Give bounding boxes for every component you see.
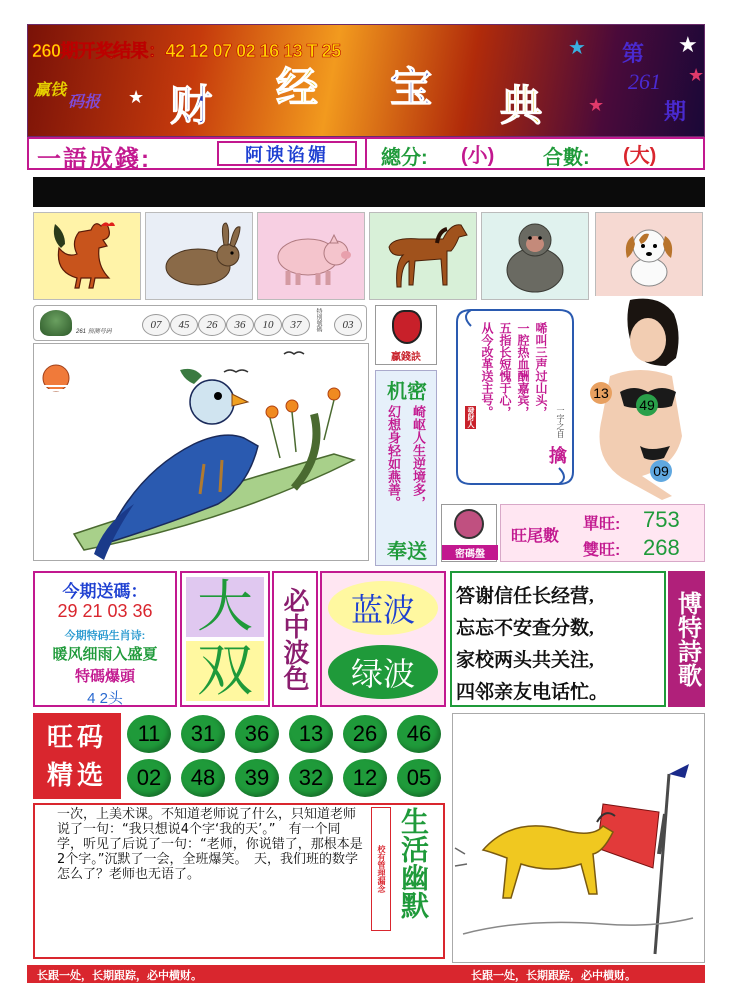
send-poem: 暖风细雨入盛夏 — [52, 646, 158, 663]
issue-prefix: 第 — [622, 41, 645, 66]
star-icon: ★ — [678, 33, 698, 58]
model-ball: 09 — [650, 460, 672, 482]
footer-left: 长跟一处，长期跟踪，必中横财。 — [37, 970, 202, 982]
animal-tile-dog — [595, 212, 703, 300]
joke-box — [33, 803, 445, 959]
bird-icon — [34, 344, 369, 561]
bull-icon — [453, 714, 705, 963]
hot-number-ball: 26 — [343, 715, 387, 753]
animal-tile-pig — [257, 212, 365, 300]
send-title: 今期送碼： — [62, 582, 148, 601]
side-text-2: 码报 — [68, 94, 101, 111]
dog-icon — [609, 218, 689, 294]
scroll-col: 从今改革送主号。 — [480, 322, 494, 418]
size-top-cell — [186, 577, 264, 637]
secret-plate-label: 密碼盤 — [442, 545, 498, 560]
size-box — [180, 571, 270, 707]
rooster-icon — [47, 218, 127, 294]
tail-double-label: 雙旺: — [583, 542, 621, 559]
size-top: 大 — [197, 575, 253, 638]
prediction-number: 45 — [170, 314, 198, 336]
scroll-sign: 一字之自 — [556, 406, 565, 438]
star-icon: ★ — [588, 95, 605, 116]
prediction-number: 10 — [254, 314, 282, 336]
tail-label: 旺尾數 — [511, 528, 560, 545]
yiyu-row — [27, 137, 705, 173]
sum-value: (大) — [623, 145, 657, 167]
wave-blue: 蓝波 — [350, 592, 415, 628]
prediction-strip — [33, 305, 367, 341]
secret-col-left: 幻想身轻如燕善。 — [386, 405, 401, 509]
prediction-number: 36 — [226, 314, 254, 336]
issue-suffix: 期 — [664, 99, 687, 124]
poem-line: 家校两头共关注, — [456, 650, 594, 671]
plate-icon — [454, 509, 484, 539]
wave-green-oval — [328, 645, 438, 699]
star-icon: ★ — [688, 65, 705, 86]
bull-illustration — [452, 713, 705, 963]
yiyu-label: 一語成錢: — [37, 146, 151, 173]
tail-double-value: 268 — [643, 535, 680, 560]
scroll-col: 一腔热血酬嘉宾， — [516, 322, 530, 418]
joke-title: 生活幽默 — [397, 807, 428, 919]
total-value: (小) — [461, 145, 495, 167]
hot-number-ball: 32 — [289, 759, 333, 797]
send-numbers: 29 21 03 36 — [57, 601, 153, 621]
secret-plate — [441, 504, 497, 562]
star-icon: ★ — [128, 87, 145, 108]
secret-panel — [375, 370, 437, 566]
footer-right: 长跟一处，长期跟踪，必中横财。 — [471, 970, 636, 982]
yiyu-value: 阿谀谄媚 — [245, 144, 329, 165]
header-banner — [27, 24, 705, 137]
scroll-col: 五指长短愧于心， — [498, 322, 512, 418]
hot-number-ball: 48 — [181, 759, 225, 797]
hot-label-box — [33, 713, 121, 799]
scroll-catch: 擒 — [549, 446, 567, 466]
hot-number-ball: 46 — [397, 715, 441, 753]
animal-tile-horse — [369, 212, 477, 300]
wave-box — [320, 571, 446, 707]
scroll-col: 唏叫三声过山头， — [534, 322, 548, 418]
black-bar — [33, 177, 705, 207]
animal-tile-rabbit — [145, 212, 253, 300]
poem-box — [450, 571, 666, 707]
send-tag: 特碼爆頭 — [74, 668, 135, 685]
joke-text: 一次，上美术课。不知道老师说了什么，只知道老师说了一句：“我只想说4个字‘我的天’。” 有一个同学，听见了后说了一句：“老师，你说错了，那根本是2个字。”沉默了一会，全班爆笑。 天，我们班的数学怎么了？老师也无语了。 — [57, 807, 363, 882]
win-badge — [375, 305, 437, 365]
yiyu-value-box — [217, 141, 357, 166]
prediction-number: 26 — [198, 314, 226, 336]
banner-char: 宝 — [390, 66, 433, 112]
secret-bottom: 奉送 — [387, 541, 427, 563]
tail-single-label: 單旺: — [583, 516, 621, 533]
hot-number-ball: 13 — [289, 715, 333, 753]
issue-number: 261 — [628, 69, 661, 94]
wave-blue-oval — [328, 581, 438, 635]
prediction-tag: 特別號碼 — [315, 308, 321, 332]
win-badge-label: 贏錢訣 — [391, 352, 421, 363]
animal-tile-rooster — [33, 212, 141, 300]
horse-icon — [375, 217, 471, 295]
size-bottom-cell — [186, 641, 264, 701]
banner-char: 财 — [170, 84, 213, 130]
hot-number-ball: 12 — [343, 759, 387, 797]
size-bottom: 双 — [197, 639, 253, 702]
prediction-number: 07 — [142, 314, 170, 336]
prediction-caption: 261 预测号码 — [76, 329, 112, 335]
send-poem-title: 今期特码生肖诗: — [64, 630, 146, 642]
monkey-icon — [495, 218, 575, 294]
sum-label: 合數: — [543, 147, 590, 169]
prediction-number: 37 — [282, 314, 310, 336]
wave-green: 绿波 — [350, 656, 415, 692]
model-ball: 49 — [636, 394, 658, 416]
poem-line: 四邻亲友电话忙。 — [456, 682, 609, 703]
secret-col-right: 崎岖人生逆境多， — [411, 405, 426, 509]
hot-number-ball: 05 — [397, 759, 441, 797]
tail-single-value: 753 — [643, 507, 680, 532]
rabbit-icon — [154, 221, 244, 291]
hot-numbers — [121, 713, 451, 799]
poem-title-box — [668, 571, 705, 707]
poem-line: 答谢信任长经营, — [456, 586, 594, 607]
pig-icon — [266, 221, 356, 291]
scroll-poem — [441, 302, 589, 488]
banner-char: 典 — [500, 84, 543, 130]
hot-label: 旺码精选 — [47, 722, 108, 790]
hot-number-ball: 31 — [181, 715, 225, 753]
tree-icon — [40, 310, 72, 336]
tail-box — [500, 504, 705, 562]
animal-tile-monkey — [481, 212, 589, 300]
hot-number-ball: 02 — [127, 759, 171, 797]
poem-title: 博特詩歌 — [673, 591, 701, 687]
send-heads: 4 2头 — [87, 690, 123, 707]
banner-char: 经 — [276, 66, 319, 112]
hot-number-ball: 11 — [127, 715, 171, 753]
prediction-number: 03 — [334, 314, 362, 336]
send-box — [33, 571, 177, 707]
footer-bar — [27, 965, 705, 983]
hot-number-ball: 39 — [235, 759, 279, 797]
bird-illustration — [33, 343, 369, 561]
joke-label-small: 校有管理漏念 — [377, 845, 386, 893]
total-label: 總分: — [381, 147, 428, 169]
yiyu-divider — [365, 139, 367, 168]
wave-label-box — [272, 571, 318, 707]
joke-label-box — [371, 807, 391, 931]
hot-number-ball: 36 — [235, 715, 279, 753]
star-icon: ★ — [568, 35, 586, 59]
scroll-badge: 發財人 — [467, 407, 474, 428]
secret-title: 机密 — [387, 381, 427, 403]
poem-line: 忘忘不安查分数, — [456, 618, 594, 639]
wave-label: 必中波色 — [280, 587, 310, 691]
result-text: 260期开奖结果：42 12 07 02 16 13 T 25 — [32, 41, 341, 61]
side-text-1: 赢钱 — [34, 82, 67, 99]
money-bag-icon — [392, 310, 422, 344]
model-photo — [590, 296, 705, 502]
model-ball: 13 — [590, 382, 612, 404]
